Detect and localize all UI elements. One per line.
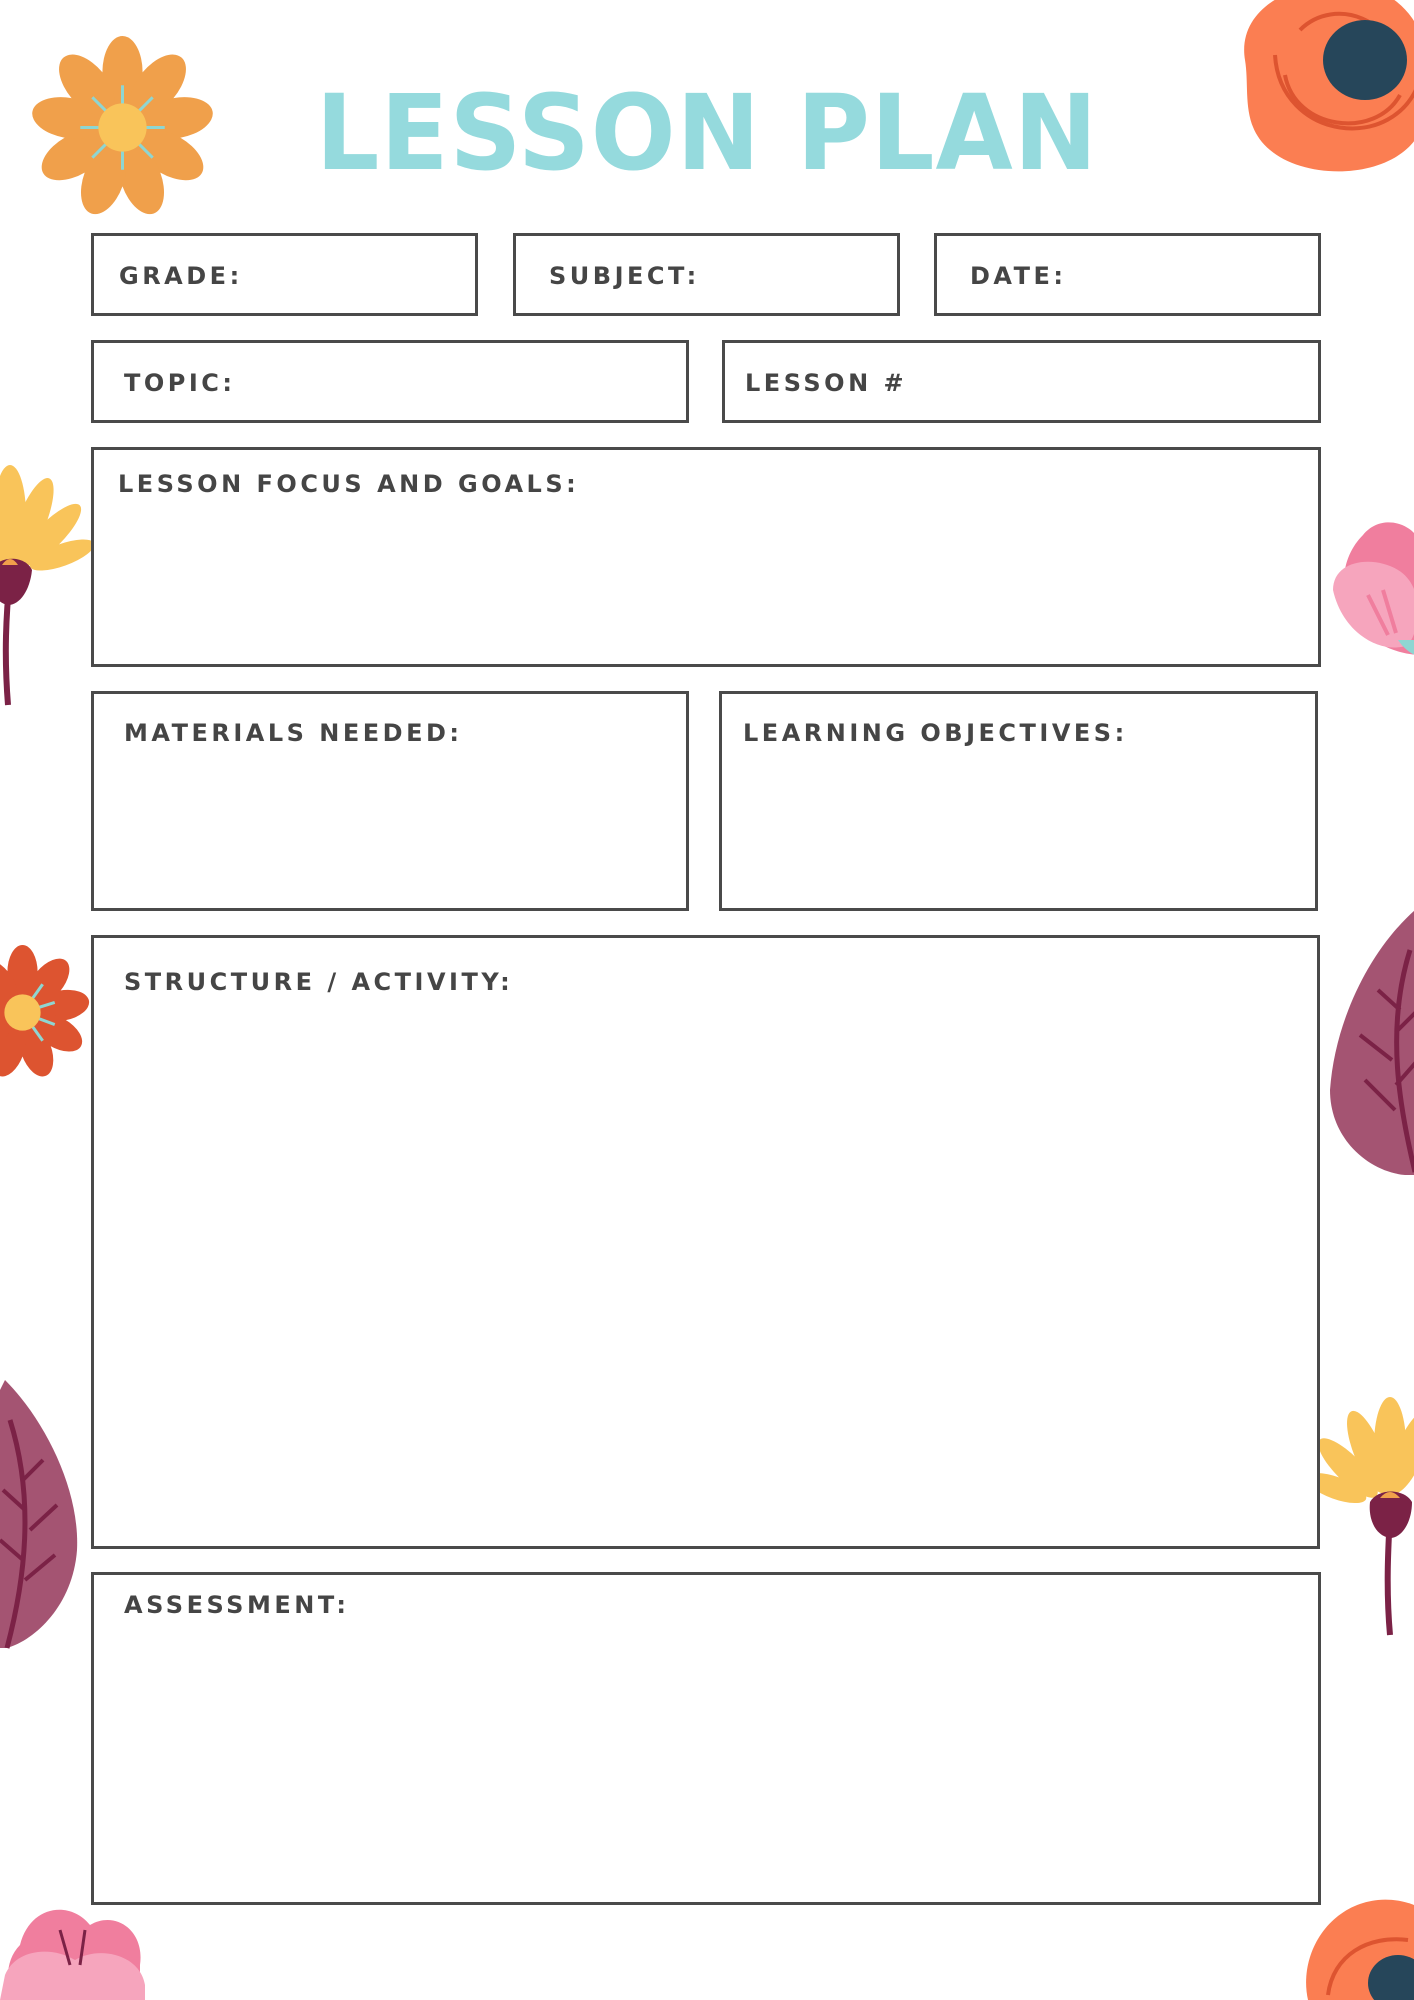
- objectives-field[interactable]: [719, 691, 1318, 911]
- objectives-label: LEARNING OBJECTIVES:: [743, 719, 1128, 747]
- focus-goals-label: LESSON FOCUS AND GOALS:: [118, 470, 580, 498]
- subject-label: SUBJECT:: [549, 262, 700, 290]
- yellow-flower-right-icon: [1320, 1390, 1414, 1640]
- topic-label: TOPIC:: [124, 369, 236, 397]
- grade-field[interactable]: [91, 233, 478, 316]
- coral-poppy-bottom-icon: [1298, 1895, 1414, 2000]
- materials-field[interactable]: [91, 691, 689, 911]
- structure-field[interactable]: [91, 935, 1320, 1549]
- date-label: DATE:: [970, 262, 1067, 290]
- materials-label: MATERIALS NEEDED:: [124, 719, 463, 747]
- focus-goals-field[interactable]: [91, 447, 1321, 667]
- pink-flower-bottom-icon: [0, 1905, 150, 2000]
- yellow-flower-left-icon: [0, 455, 100, 710]
- assessment-field[interactable]: [91, 1572, 1321, 1905]
- plum-leaf-right-icon: [1330, 910, 1414, 1180]
- assessment-label: ASSESSMENT:: [124, 1591, 350, 1619]
- lesson-number-label: LESSON #: [745, 369, 908, 397]
- grade-label: GRADE:: [119, 262, 243, 290]
- lesson-number-field[interactable]: [722, 340, 1321, 423]
- red-daisy-icon: [0, 945, 90, 1080]
- structure-label: STRUCTURE / ACTIVITY:: [124, 968, 514, 996]
- subject-field[interactable]: [513, 233, 900, 316]
- pink-flower-right-icon: [1328, 515, 1414, 665]
- page-title: LESSON PLAN: [315, 72, 1099, 194]
- plum-leaf-left-icon: [0, 1380, 85, 1650]
- topic-field[interactable]: [91, 340, 689, 423]
- date-field[interactable]: [934, 233, 1321, 316]
